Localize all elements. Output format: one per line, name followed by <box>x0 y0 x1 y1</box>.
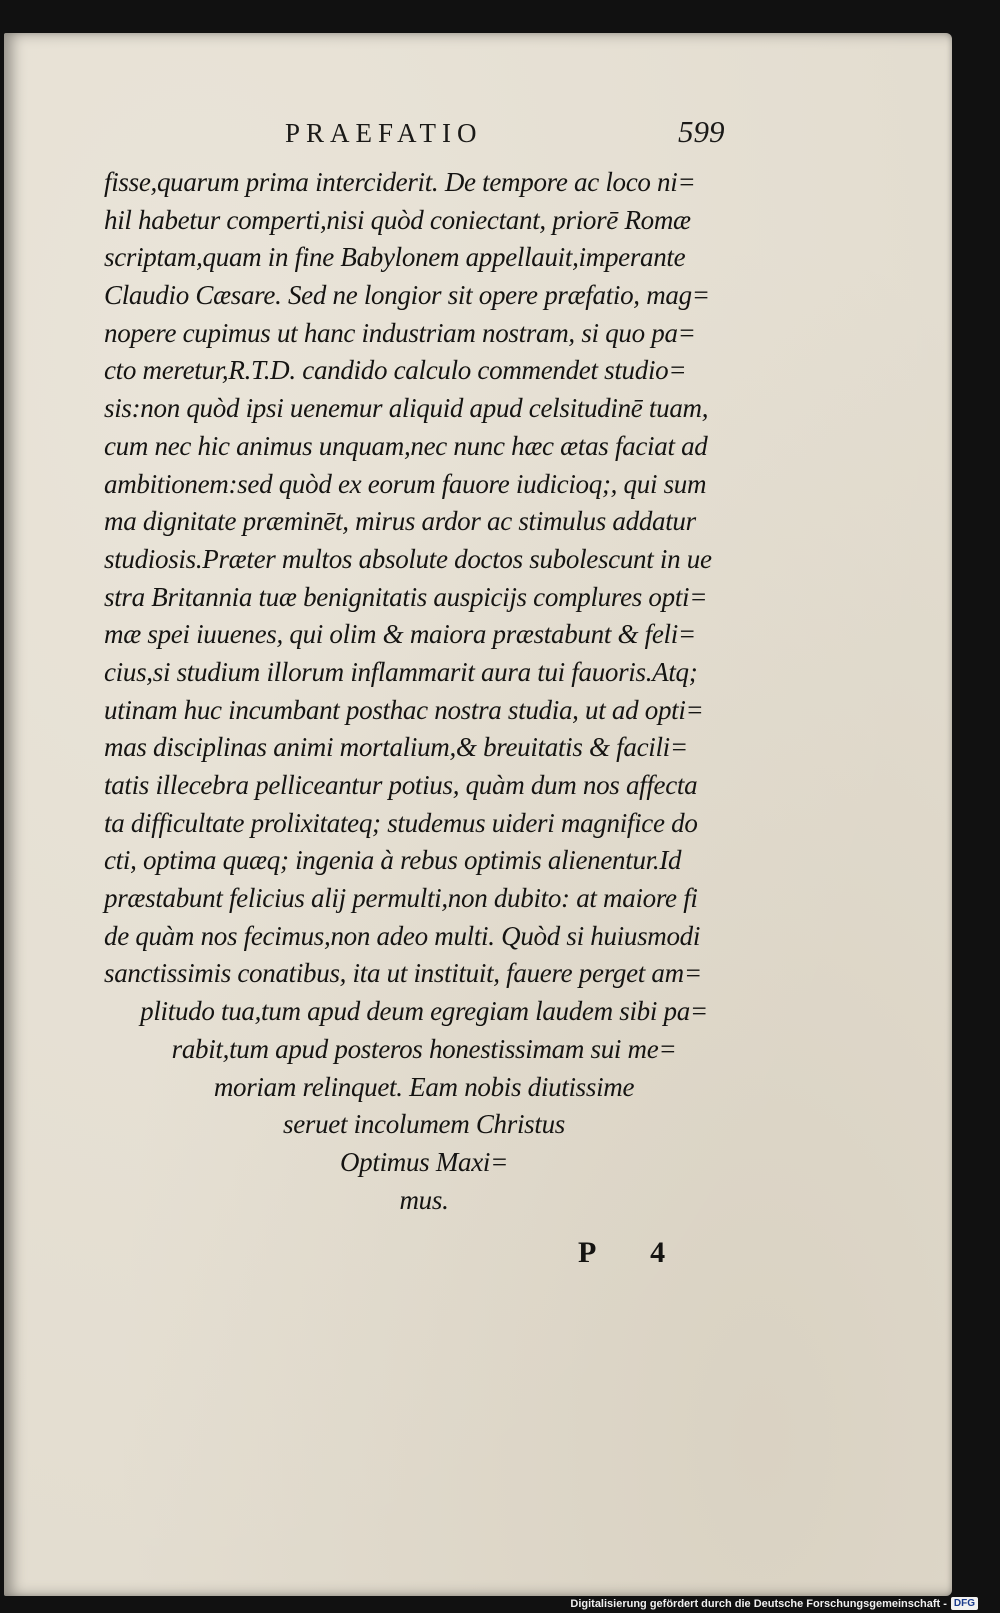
text-line: cius,si studium illorum inflammarit aura tui fauoris.Atq; <box>104 656 698 687</box>
text-line: Claudio Cæsare. Sed ne longior sit opere præfatio, mag= <box>104 280 710 311</box>
text-line: Optimus Maxi= <box>339 1146 509 1177</box>
text-line: sanctissimis conatibus, ita ut instituit, fauere perget am= <box>104 958 702 989</box>
text-line: præstabunt felicius alij permulti,non dubito: at maiore fi <box>104 883 698 914</box>
text-line: sis:non quòd ipsi uenemur aliquid apud celsitudinē tuam, <box>104 393 709 424</box>
page-header <box>0 114 1000 158</box>
dfg-logo: DFG <box>951 1597 978 1610</box>
running-head: PRAEFATIO <box>285 118 483 148</box>
text-line: hil habetur comperti,nisi quòd coniectant, priorē Romæ <box>104 204 691 235</box>
text-line: stra Britannia tuæ benignitatis auspicijs complures opti= <box>104 581 708 612</box>
text-line: de quàm nos fecimus,non adeo multi. Quòd si huiusmodi <box>104 920 701 951</box>
signature-mark: P 4 <box>578 1236 690 1269</box>
text-line: rabit,tum apud posteros honestissimam sui me= <box>171 1033 677 1064</box>
text-line: mas disciplinas animi mortalium,& breuitatis & facili= <box>104 732 688 763</box>
credit-text: Digitalisierung gefördert durch die Deutsche Forschungsgemeinschaft - <box>570 1597 947 1610</box>
text-line: ambitionem:sed quòd ex eorum fauore iudicioq;, qui sum <box>104 468 707 499</box>
text-line: nopere cupimus ut hanc industriam nostram, si quo pa= <box>104 317 696 348</box>
text-line: mæ spei iuuenes, qui olim & maiora præstabunt & feli= <box>104 619 696 650</box>
text-line: plitudo tua,tum apud deum egregiam laudem sibi pa= <box>140 996 708 1027</box>
digitization-credit <box>570 1597 978 1610</box>
text-line: moriam relinquet. Eam nobis diutissime <box>213 1071 635 1102</box>
text-line: utinam huc incumbant posthac nostra studia, ut ad opti= <box>104 694 704 725</box>
page-number: 599 <box>678 114 725 149</box>
body-text <box>104 164 744 1219</box>
text-line: ma dignitate præminēt, mirus ardor ac stimulus addatur <box>104 506 696 537</box>
text-line: mus. <box>399 1184 449 1215</box>
text-line: cti, optima quæq; ingenia à rebus optimis alienentur.Id <box>104 845 682 876</box>
text-line: fisse,quarum prima interciderit. De tempore ac loco ni= <box>104 167 696 197</box>
text-line: cum nec hic animus unquam,nec nunc hæc ætas faciat ad <box>104 430 708 461</box>
text-line: tatis illecebra pelliceantur potius, quàm dum nos affecta <box>104 770 698 800</box>
text-line: scriptam,quam in fine Babylonem appellauit,imperante <box>104 242 686 273</box>
text-line: cto meretur,R.T.D. candido calculo commendet studio= <box>104 355 687 386</box>
text-line: ta difficultate prolixitateq; studemus uideri magnifice do <box>104 807 698 838</box>
text-line: seruet incolumem Christus <box>283 1109 565 1140</box>
text-line: studiosis.Præter multos absolute doctos subolescunt in ue <box>104 543 712 574</box>
